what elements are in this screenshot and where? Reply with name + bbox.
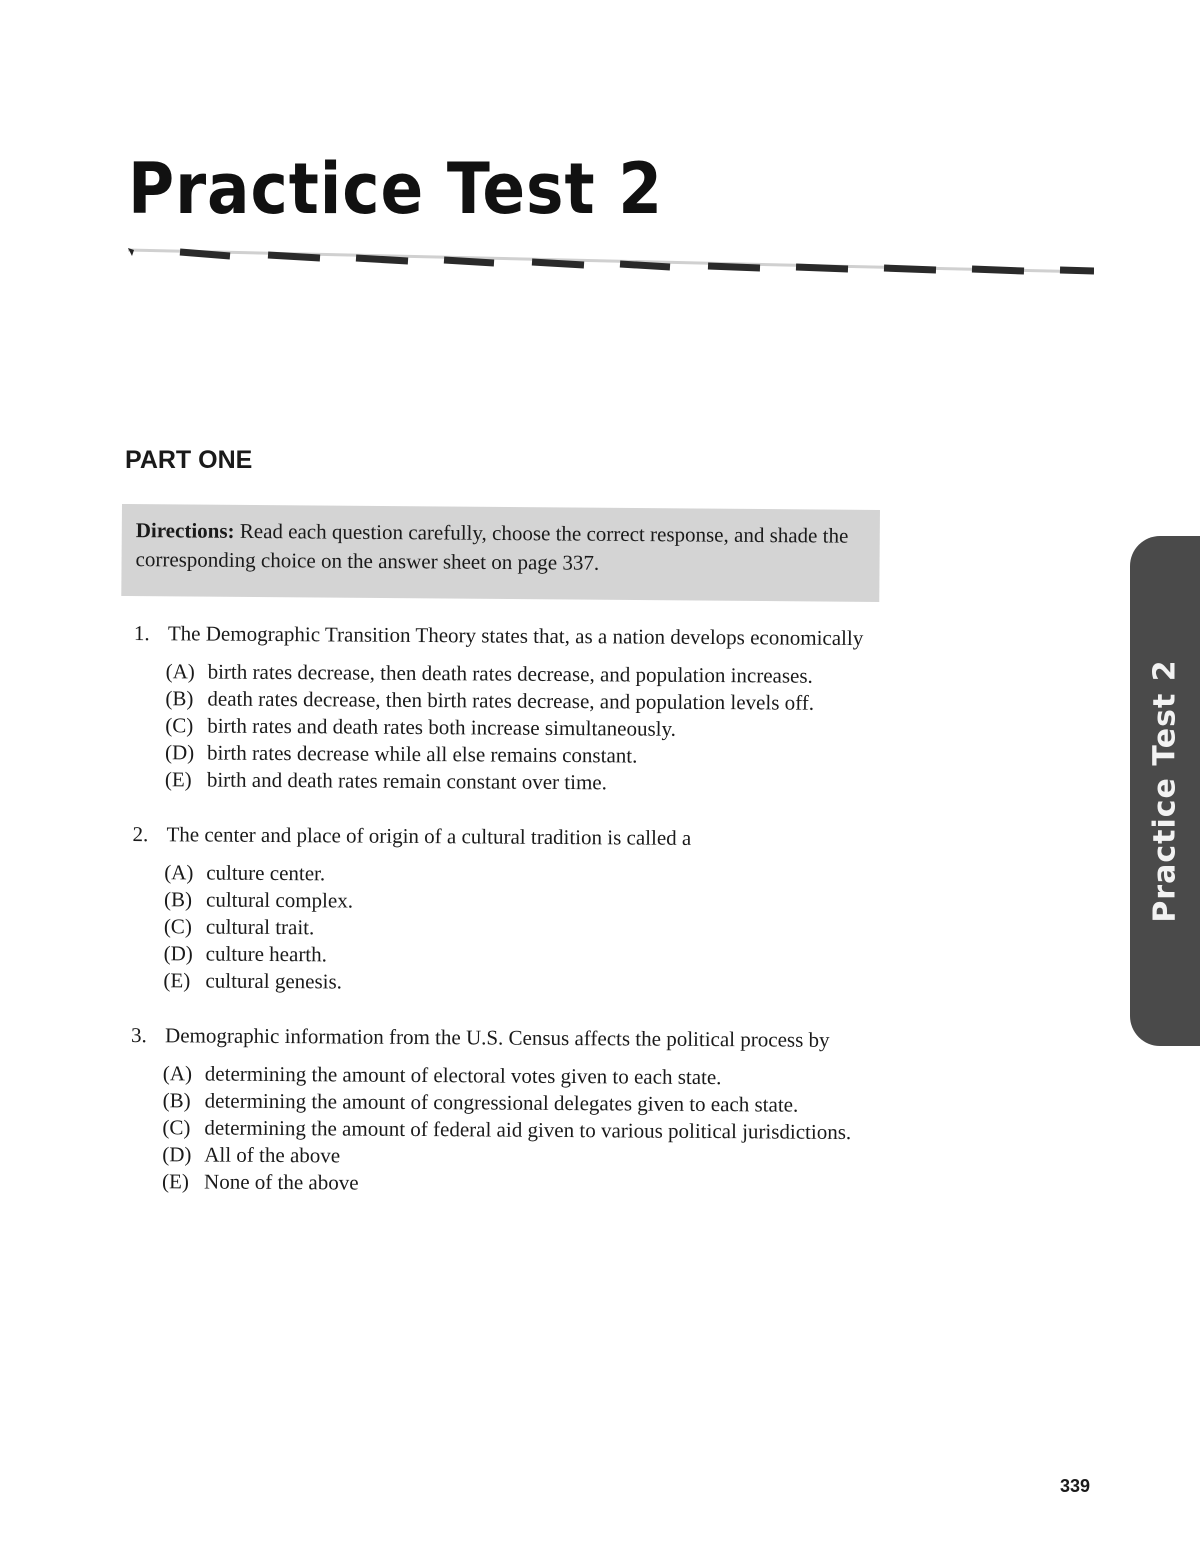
question-text: The center and place of origin of a cultural tradition is called a (166, 822, 692, 850)
answer-choices (163, 859, 892, 999)
question-number: 3. (131, 1022, 147, 1048)
answer-choice (163, 967, 891, 999)
directions-box (121, 504, 880, 602)
answer-choices (165, 658, 894, 798)
choice-letter: (C) (165, 713, 194, 738)
part-heading: PART ONE (125, 446, 253, 474)
choice-text: determining the amount of federal aid given to various political jurisdictions. (204, 1115, 852, 1145)
question-1 (133, 620, 894, 798)
question-3 (130, 1022, 891, 1200)
choice-text: culture center. (206, 860, 326, 886)
choice-letter: (A) (165, 659, 195, 684)
question-stem (132, 821, 892, 852)
side-tab (1130, 536, 1200, 1046)
page-title: Practice Test 2 (128, 148, 664, 230)
choice-letter: (C) (163, 914, 192, 939)
directions-text: Read each question carefully, choose the correct response, and shade the corresponding choice on the answer sheet on page 337. (135, 518, 849, 575)
choice-text: culture hearth. (205, 941, 328, 967)
page-number: 339 (1060, 1476, 1091, 1496)
answer-choice (165, 766, 893, 798)
choice-letter: (E) (164, 767, 192, 792)
choice-text: death rates decrease, then birth rates decrease, and population levels off. (207, 686, 815, 715)
question-number: 2. (132, 821, 149, 847)
choice-letter: (D) (162, 1142, 192, 1167)
directions-label: Directions: (135, 518, 235, 543)
answer-choices (162, 1060, 891, 1200)
choice-text: cultural genesis. (205, 968, 343, 994)
choice-text: birth and death rates remain constant over time. (206, 767, 607, 795)
choice-letter: (A) (162, 1061, 193, 1086)
question-text: The Demographic Transition Theory states that, as a nation develops economically (167, 621, 864, 651)
side-tab-label: Practice Test 2 (1147, 659, 1183, 923)
choice-text: birth rates decrease while all else remains constant. (206, 740, 638, 768)
choice-text: cultural complex. (205, 887, 354, 913)
choice-text: birth rates and death rates both increase simultaneously. (207, 713, 676, 741)
choice-letter: (C) (162, 1115, 191, 1140)
question-2 (131, 821, 892, 999)
question-stem (134, 620, 894, 651)
choice-letter: (D) (163, 941, 193, 966)
choice-letter: (B) (163, 887, 193, 912)
question-number: 1. (133, 621, 150, 646)
title-dashed-rule (128, 244, 1094, 278)
choice-text: All of the above (204, 1142, 341, 1168)
choice-letter: (E) (161, 1169, 189, 1194)
choice-text: None of the above (203, 1169, 359, 1195)
choice-text: birth rates decrease, then death rates decrease, and population increases. (207, 659, 813, 688)
choice-letter: (A) (164, 860, 194, 885)
choice-text: determining the amount of electoral votes given to each state. (204, 1061, 722, 1090)
question-text: Demographic information from the U.S. Census affects the political process by (165, 1023, 830, 1052)
question-list (130, 620, 894, 1200)
question-stem (131, 1022, 891, 1053)
choice-letter: (B) (162, 1088, 191, 1113)
choice-text: determining the amount of congressional delegates given to each state. (204, 1088, 799, 1117)
choice-text: cultural trait. (205, 914, 315, 940)
choice-letter: (E) (163, 968, 191, 993)
answer-choice (162, 1168, 890, 1200)
choice-letter: (D) (164, 740, 195, 765)
choice-letter: (B) (165, 686, 194, 711)
